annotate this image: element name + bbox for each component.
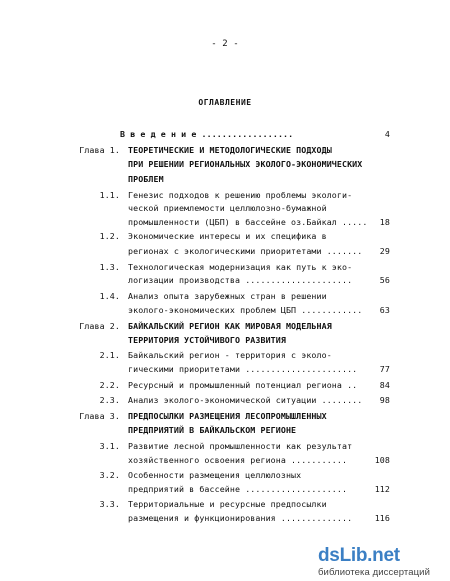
toc-row (0, 260, 450, 274)
toc-row (0, 289, 450, 303)
toc-row-page: 4 (384, 129, 390, 139)
toc-row (0, 333, 450, 347)
toc-row-title: логизации производства ..................... (128, 275, 353, 285)
toc-row-title: ПРЕДПРИЯТИЙ В БАЙКАЛЬСКОМ РЕГИОНЕ (128, 425, 297, 435)
toc-row-label: 2.3. (99, 395, 120, 405)
toc-row-label: Глава 3. (79, 411, 120, 421)
toc-row (0, 482, 450, 496)
toc-row (0, 127, 450, 141)
toc-row-title: Анализ эколого-экономической ситуации ........ (128, 395, 363, 405)
toc-row (0, 378, 450, 392)
toc-row (0, 453, 450, 467)
toc-row-page: 108 (374, 455, 390, 465)
toc-row-label: 3.3. (99, 499, 120, 509)
watermark (318, 545, 450, 581)
toc-row-title: регионах с экологическими приоритетами ....... (128, 246, 363, 256)
toc-row-page: 116 (374, 513, 390, 523)
watermark-logo: dsLib.net (318, 545, 400, 566)
toc-row-page: 63 (379, 305, 390, 315)
toc-row (0, 303, 450, 317)
toc-row-label: 3.1. (99, 441, 120, 451)
toc-row-label: 1.3. (99, 262, 120, 272)
toc-row-page: 84 (379, 380, 390, 390)
toc-row-title: ческой приемлемости целлюлозно-бумажной (128, 203, 327, 213)
toc-row-label: 2.1. (99, 350, 120, 360)
toc-row-label: 2.2. (99, 380, 120, 390)
toc-row (0, 157, 450, 171)
toc-row-title: БАЙКАЛЬСКИЙ РЕГИОН КАК МИРОВАЯ МОДЕЛЬНАЯ (128, 321, 332, 331)
toc-row-label: 1.1. (99, 190, 120, 200)
toc-row (0, 143, 450, 157)
toc-row-title: промышленности (ЦБП) в бассейне оз.Байкал ..... (128, 217, 368, 227)
toc-row-title: эколого-экономических проблем ЦБП ............ (128, 305, 363, 315)
toc-row-title: ПРЕДПОСЫЛКИ РАЗМЕЩЕНИЯ ЛЕСОПРОМЫШЛЕННЫХ (128, 411, 327, 421)
toc-row-title: ПРИ РЕШЕНИИ РЕГИОНАЛЬНЫХ ЭКОЛОГО-ЭКОНОМИЧЕСКИХ (128, 159, 363, 169)
watermark-subtitle: библиотека диссертаций (318, 567, 430, 578)
toc-row-title: Особенности размещения целлюлозных (128, 470, 302, 480)
toc-row-page: 112 (374, 484, 390, 494)
toc-row-title: Территориальные и ресурсные предпосылки (128, 499, 327, 509)
toc-row (0, 423, 450, 437)
toc-row (0, 348, 450, 362)
toc-row-title: Экономические интересы и их специфика в (128, 231, 327, 241)
toc-row (0, 439, 450, 453)
toc-row-page: 56 (379, 275, 390, 285)
toc-row (0, 511, 450, 525)
toc-row-label: Глава 2. (79, 321, 120, 331)
toc-row (0, 172, 450, 186)
page-number: - 2 - (211, 39, 239, 49)
toc-row-title: ТЕОРЕТИЧЕСКИЕ И МЕТОДОЛОГИЧЕСКИЕ ПОДХОДЫ (128, 145, 332, 155)
toc-row-title: Развитие лесной промышленности как результат (128, 441, 353, 451)
toc-row-page: 77 (379, 364, 390, 374)
toc-row-page: 98 (379, 395, 390, 405)
toc-row-page: 29 (379, 246, 390, 256)
toc-row (0, 188, 450, 202)
toc-heading: ОГЛАВЛЕНИЕ (198, 98, 252, 107)
toc-row-label: 1.2. (99, 231, 120, 241)
toc-row (0, 393, 450, 407)
toc-row-label: 3.2. (99, 470, 120, 480)
toc-row (0, 201, 450, 215)
toc-row (0, 362, 450, 376)
toc-row (0, 497, 450, 511)
toc-row (0, 229, 450, 243)
toc-row-page: 18 (379, 217, 390, 227)
toc-row (0, 319, 450, 333)
toc-row-title: ПРОБЛЕМ (128, 174, 164, 184)
toc-row-label: Глава 1. (79, 145, 120, 155)
toc-row-title: хозяйственного освоения региона ........... (128, 455, 348, 465)
toc-row-title: Ресурсный и промышленный потенциал региона .. (128, 380, 358, 390)
toc-row-title: гическими приоритетами ...................... (128, 364, 358, 374)
toc-row-title: Технологическая модернизация как путь к эко- (128, 262, 353, 272)
toc-row (0, 409, 450, 423)
toc-row-title: ТЕРРИТОРИЯ УСТОЙЧИВОГО РАЗВИТИЯ (128, 335, 286, 345)
toc-row-title: В в е д е н и е .................. (120, 129, 294, 139)
toc-row-title: Байкальский регион - территория с эколо- (128, 350, 332, 360)
toc-row-label: 1.4. (99, 291, 120, 301)
toc-row-title: размещения и функционирования .............. (128, 513, 353, 523)
toc-row-title: предприятий в бассейне .................... (128, 484, 348, 494)
toc-row (0, 244, 450, 258)
toc-row (0, 273, 450, 287)
toc-row-title: Генезис подходов к решению проблемы экологи- (128, 190, 353, 200)
toc-row-title: Анализ опыта зарубежных стран в решении (128, 291, 327, 301)
toc-row (0, 215, 450, 229)
toc-row (0, 468, 450, 482)
